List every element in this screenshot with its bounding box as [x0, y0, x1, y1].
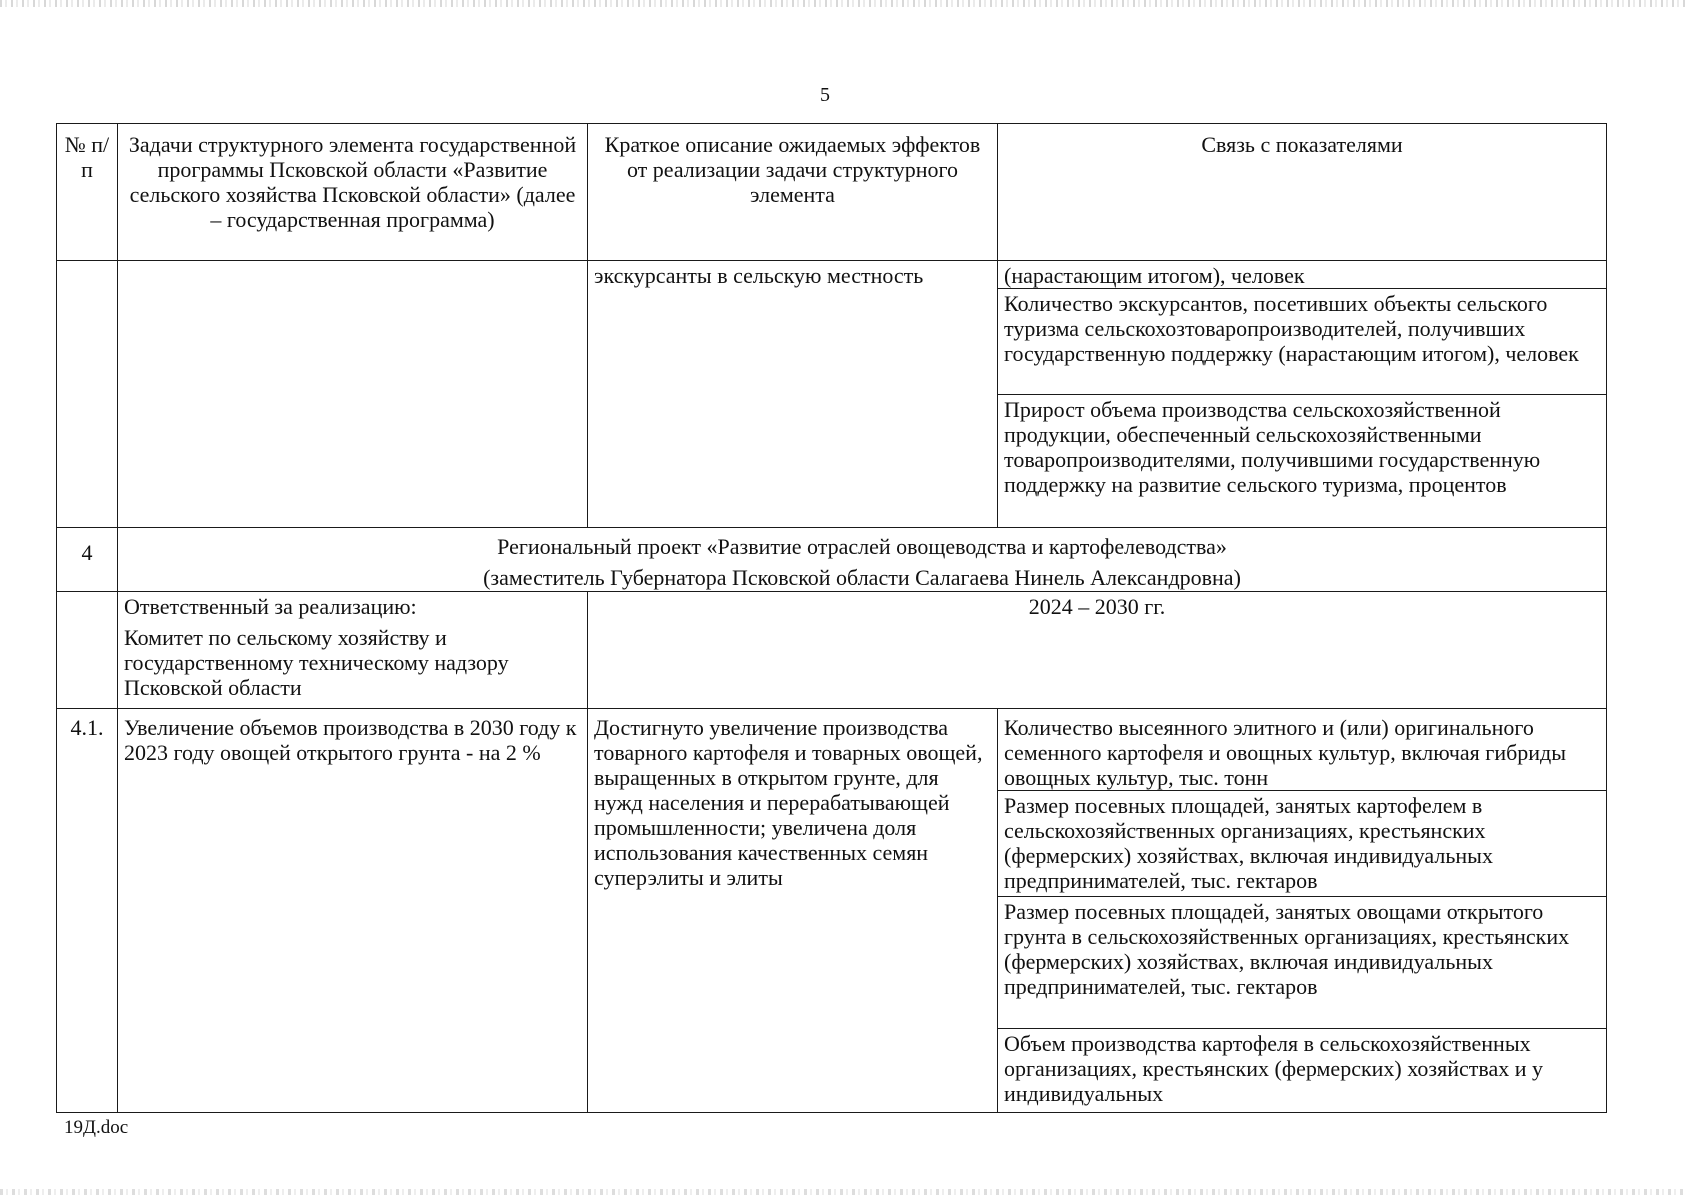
responsible-org: Комитет по сельскому хозяйству и государственному техническому надзору Псковской области: [124, 625, 509, 700]
cont-task-cell: [118, 261, 588, 528]
section-4-title-cell: [118, 528, 1607, 592]
table-row: [57, 709, 1607, 791]
task-4-1-indicator: Размер посевных площадей, занятых овощами открытого грунта в сельскохозяйственных организациях, крестьянских (фермерских) хозяйствах, включая индивидуальных предпринимателей, тыс. гектаров: [998, 897, 1607, 1029]
scan-edge-top: [0, 0, 1686, 7]
task-4-1-number: 4.1.: [57, 709, 118, 1113]
table-row: [57, 261, 1607, 289]
page-number: 5: [820, 84, 830, 106]
footer-filename: 19Д.doc: [64, 1117, 129, 1138]
task-4-1-effect: Достигнуто увеличение производства товарного картофеля и товарных овощей, выращенных в открытом грунте, для нужд населения и перерабатывающей промышленности; увеличена доля использования качественных семян суперэлиты и элиты: [588, 709, 998, 1113]
responsible-cell: [118, 592, 588, 709]
program-table: [56, 123, 1607, 1113]
cont-indicator: (нарастающим итогом), человек: [998, 261, 1607, 289]
header-indicators: Связь с показателями: [998, 124, 1607, 261]
task-4-1-task: Увеличение объемов производства в 2030 году к 2023 году овощей открытого грунта - на 2 %: [118, 709, 588, 1113]
scan-edge-bottom: [0, 1189, 1686, 1195]
header-tasks: Задачи структурного элемента государственной программы Псковской области «Развитие сельского хозяйства Псковской области» (далее – государственная программа): [118, 124, 588, 261]
header-number: № п/п: [57, 124, 118, 261]
header-effects: Краткое описание ожидаемых эффектов от реализации задачи структурного элемента: [588, 124, 998, 261]
task-4-1-indicator: Количество высеянного элитного и (или) оригинального семенного картофеля и овощных культур, включая гибриды овощных культур, тыс. тонн: [998, 709, 1607, 791]
section-4-number: 4: [57, 528, 118, 592]
responsible-label: Ответственный за реализацию:: [124, 594, 417, 619]
responsible-row: [57, 592, 1607, 709]
section-4-row: [57, 528, 1607, 592]
responsible-number-cell: [57, 592, 118, 709]
cont-indicator: Прирост объема производства сельскохозяйственной продукции, обеспеченный сельскохозяйственными товаропроизводителями, получившими государственную поддержку на развитие сельского туризма, процентов: [998, 395, 1607, 528]
task-4-1-indicator: Размер посевных площадей, занятых картофелем в сельскохозяйственных организациях, крестьянских (фермерских) хозяйствах, включая индивидуальных предпринимателей, тыс. гектаров: [998, 791, 1607, 897]
cont-effect-cell: экскурсанты в сельскую местность: [588, 261, 998, 528]
task-4-1-indicator: Объем производства картофеля в сельскохозяйственных организациях, крестьянских (фермерских) хозяйствах и у индивидуальных: [998, 1029, 1607, 1113]
cont-number-cell: [57, 261, 118, 528]
cont-indicator: Количество экскурсантов, посетивших объекты сельского туризма сельскохозтоваропроизводителей, получивших государственную поддержку (нарастающим итогом), человек: [998, 289, 1607, 395]
table-header-row: [57, 124, 1607, 261]
section-4-subtitle: (заместитель Губернатора Псковской области Салагаева Нинель Александровна): [483, 565, 1241, 590]
section-4-title: Региональный проект «Развитие отраслей овощеводства и картофелеводства»: [497, 534, 1227, 559]
period-cell: 2024 – 2030 гг.: [588, 592, 1607, 709]
